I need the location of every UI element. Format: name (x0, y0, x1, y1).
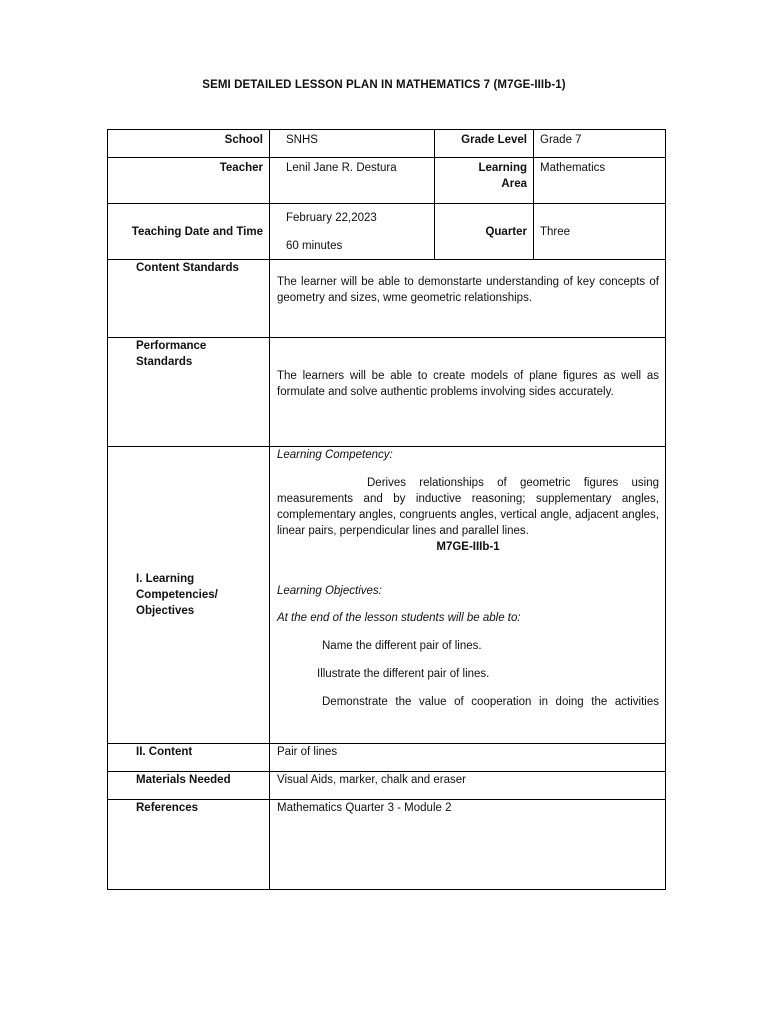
learning-area-label (435, 158, 534, 204)
competencies-label (108, 447, 270, 744)
competency-text: Derives relationships of geometric figures using measurements and by inductive reasoning; supplementary angles, complementary angles, congruents angles, vertical angle, adjacent angles, linear pairs, perpendicular lines and parallel lines. (277, 477, 659, 537)
time-value: 60 minutes (286, 239, 343, 252)
quarter-value: Three (534, 204, 666, 260)
quarter-label: Quarter (435, 204, 534, 260)
row-teacher (108, 158, 666, 204)
row-date (108, 204, 666, 260)
lesson-plan-table (107, 129, 666, 890)
performance-standards-label (108, 338, 270, 447)
performance-label-line2: Standards (136, 356, 193, 368)
materials-label: Materials Needed (108, 772, 270, 800)
objective-3 (277, 694, 659, 710)
row-materials (108, 772, 666, 800)
school-label: School (108, 130, 270, 158)
competencies-label-line1: I. Learning (136, 573, 195, 585)
row-performance-standards (108, 338, 666, 447)
performance-label-line1: Performance (136, 340, 207, 352)
objective-3-text: Demonstrate the value of cooperation in doing the activities (322, 696, 659, 708)
row-school (108, 130, 666, 158)
learning-area-label-line2: Area (501, 178, 527, 190)
learning-area-label-line1: Learning (478, 162, 527, 174)
grade-level-value: Grade 7 (534, 130, 666, 158)
references-value: Mathematics Quarter 3 - Module 2 (270, 800, 666, 890)
date-value: February 22,2023 (286, 211, 377, 224)
content-value: Pair of lines (270, 744, 666, 772)
objective-2: Illustrate the different pair of lines. (317, 668, 490, 680)
teaching-date-value (270, 204, 435, 260)
row-content-standards (108, 260, 666, 338)
objectives-intro: At the end of the lesson students will be able to: (277, 612, 521, 624)
competency-heading: Learning Competency: (277, 449, 393, 461)
grade-level-label: Grade Level (435, 130, 534, 158)
references-label: References (108, 800, 270, 890)
content-standards-text: The learner will be able to demonstarte understanding of key concepts of geometry and sizes, wme geometric relationships. (270, 260, 666, 338)
teacher-label: Teacher (108, 158, 270, 204)
learning-area-value: Mathematics (534, 158, 666, 204)
materials-value: Visual Aids, marker, chalk and eraser (270, 772, 666, 800)
competencies-content (270, 447, 666, 744)
row-content (108, 744, 666, 772)
competencies-label-line3: Objectives (136, 605, 195, 617)
document-title: SEMI DETAILED LESSON PLAN IN MATHEMATICS 7 (M7GE-IIIb-1) (202, 79, 566, 91)
row-references (108, 800, 666, 890)
performance-standards-text: The learners will be able to create models of plane figures as well as formulate and solve authentic problems involving sides accurately. (270, 338, 666, 447)
objectives-heading: Learning Objectives: (277, 585, 382, 597)
competencies-label-line2: Competencies/ (136, 589, 218, 601)
competency-code: M7GE-IIIb-1 (436, 541, 500, 553)
school-value: SNHS (270, 130, 435, 158)
teacher-value: Lenil Jane R. Destura (270, 158, 435, 204)
content-label: II. Content (108, 744, 270, 772)
objective-1: Name the different pair of lines. (322, 640, 482, 652)
content-standards-label: Content Standards (108, 260, 270, 338)
teaching-date-label: Teaching Date and Time (108, 204, 270, 260)
row-competencies (108, 447, 666, 744)
